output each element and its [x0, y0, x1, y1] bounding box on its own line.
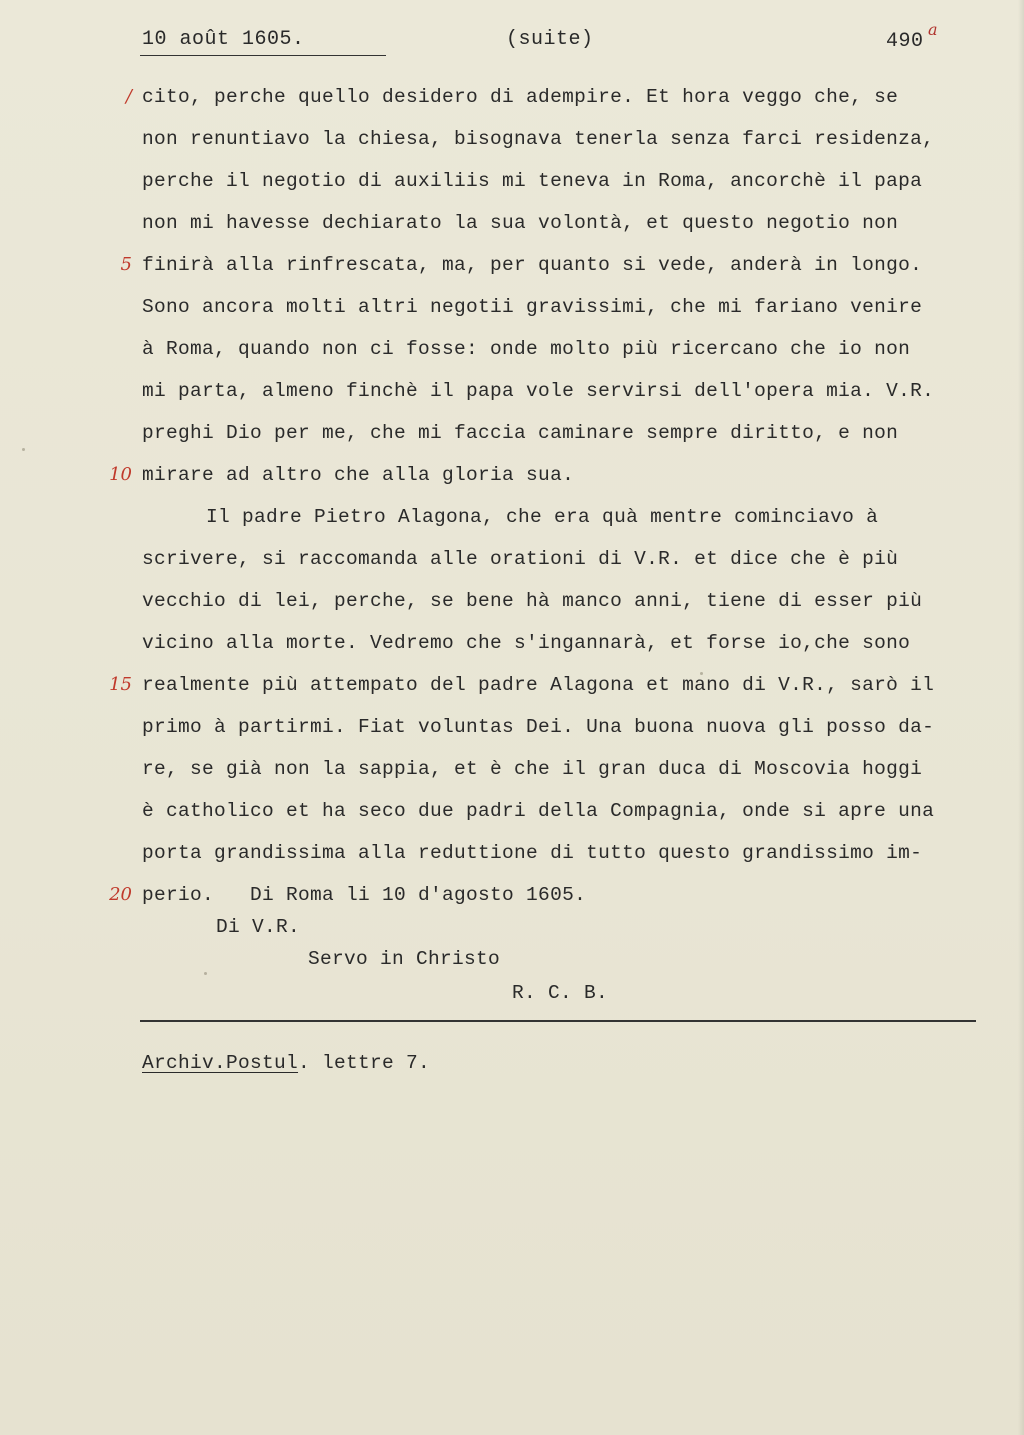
header-date: 10 août 1605.	[142, 28, 305, 51]
footnote	[142, 1052, 430, 1074]
header-underline	[140, 55, 386, 56]
text-line: scrivere, si raccomanda alle orationi di V.R. et dice che è più	[142, 548, 899, 570]
closing-signature: R. C. B.	[512, 982, 609, 1004]
header-page-mark: a	[928, 20, 939, 39]
margin-line-number: 15	[109, 674, 132, 695]
paper-speck	[700, 672, 703, 675]
footer-rule	[140, 1020, 976, 1022]
margin-line-number: 10	[109, 464, 132, 485]
text-line: non mi havesse dechiarato la sua volontà, et questo negotio non	[142, 212, 899, 234]
text-line: perche il negotio di auxiliis mi teneva in Roma, ancorchè il papa	[142, 170, 923, 192]
margin-line-number: /	[125, 86, 132, 107]
header-suite: (suite)	[506, 28, 594, 51]
paper-speck	[22, 448, 25, 451]
header-page-number: 490	[886, 30, 924, 53]
text-line: primo à partirmi. Fiat voluntas Dei. Una buona nuova gli posso da-	[142, 716, 935, 738]
page-header	[0, 20, 1024, 60]
text-line: mi parta, almeno finchè il papa vole servirsi dell'opera mia. V.R.	[142, 380, 935, 402]
closing-servant: Servo in Christo	[308, 948, 501, 970]
text-line: perio. Di Roma li 10 d'agosto 1605.	[142, 884, 587, 906]
margin-line-number: 20	[109, 884, 132, 905]
text-line: mirare ad altro che alla gloria sua.	[142, 464, 575, 486]
text-line: realmente più attempato del padre Alagona et mano di V.R., sarò il	[142, 674, 935, 696]
text-line: finirà alla rinfrescata, ma, per quanto si vede, anderà in longo.	[142, 254, 923, 276]
closing-salutation: Di V.R.	[216, 916, 301, 938]
text-line: preghi Dio per me, che mi faccia caminare sempre diritto, e non	[142, 422, 899, 444]
text-line: vecchio di lei, perche, se bene hà manco anni, tiene di esser più	[142, 590, 923, 612]
text-line: à Roma, quando non ci fosse: onde molto più ricercano che io non	[142, 338, 911, 360]
margin-line-number: 5	[120, 254, 132, 275]
footnote-rest: . lettre 7.	[298, 1052, 431, 1074]
text-line: non renuntiavo la chiesa, bisognava tenerla senza farci residenza,	[142, 128, 935, 150]
text-line: re, se già non la sappia, et è che il gran duca di Moscovia hoggi	[142, 758, 923, 780]
text-line: Sono ancora molti altri negotii gravissimi, che mi fariano venire	[142, 296, 923, 318]
text-line: è catholico et ha seco due padri della Compagnia, onde si apre una	[142, 800, 935, 822]
footnote-source: Archiv.Postul	[142, 1052, 299, 1074]
text-line: Il padre Pietro Alagona, che era quà mentre cominciavo à	[206, 506, 879, 528]
text-line: vicino alla morte. Vedremo che s'ingannarà, et forse io,che sono	[142, 632, 911, 654]
paper-speck	[204, 972, 207, 975]
text-line: porta grandissima alla reduttione di tutto questo grandissimo im-	[142, 842, 923, 864]
text-line: cito, perche quello desidero di adempire. Et hora veggo che, se	[142, 86, 899, 108]
